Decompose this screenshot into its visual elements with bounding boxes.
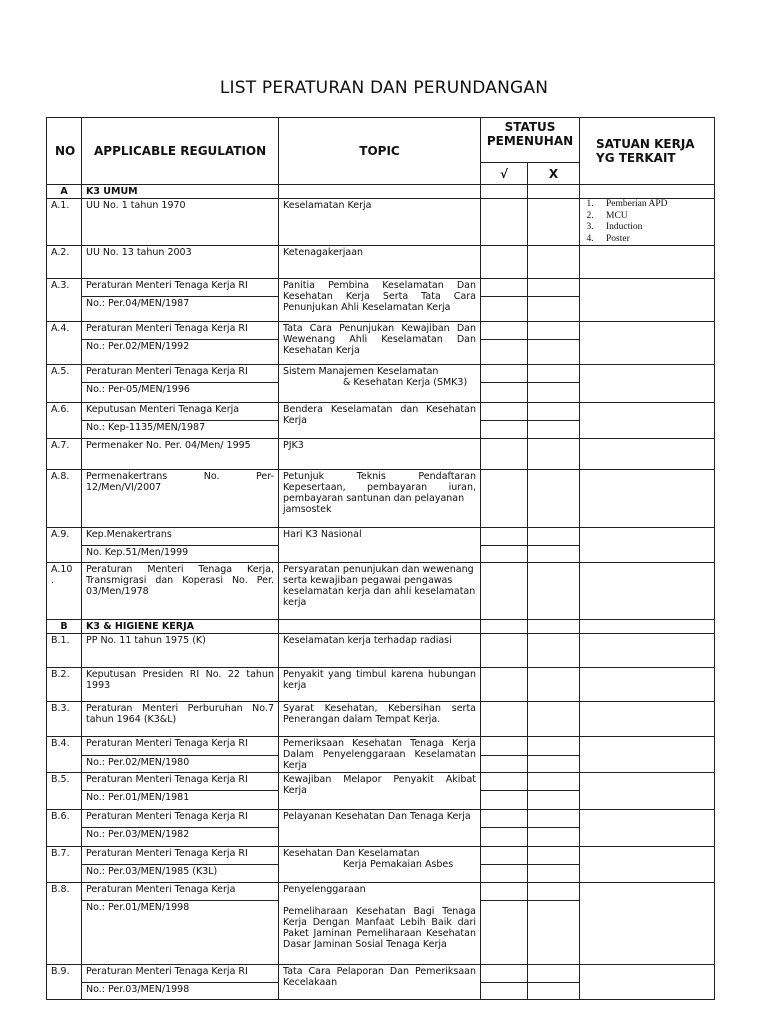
row-regulation-number: No.: Per.03/MEN/1998 <box>82 983 279 1000</box>
header-status: STATUS PEMENUHAN <box>481 118 580 163</box>
table-row <box>47 668 715 702</box>
row-regulation: Peraturan Menteri Tenaga Kerja RI <box>82 279 279 297</box>
row-regulation: Permenakertrans No. Per-12/Men/VI/2007 <box>82 470 279 528</box>
row-topic: PJK3 <box>279 439 481 470</box>
section-label: K3 & HIGIENE KERJA <box>82 620 279 634</box>
row-no: B.1. <box>47 634 82 668</box>
topic-line: Penyelenggaraan <box>283 884 366 895</box>
table-row <box>47 563 715 620</box>
table-row <box>47 634 715 668</box>
row-regulation: UU No. 13 tahun 2003 <box>82 246 279 279</box>
table-row <box>47 403 715 421</box>
unit-item: 4. Poster <box>596 234 712 246</box>
row-topic <box>279 365 481 403</box>
row-regulation: PP No. 11 tahun 1975 (K) <box>82 634 279 668</box>
row-no: A.9. <box>47 528 82 563</box>
row-regulation: Permenaker No. Per. 04/Men/ 1995 <box>82 439 279 470</box>
row-regulation: Peraturan Menteri Tenaga Kerja, Transmigrasi dan Koperasi No. Per. 03/Men/1978 <box>82 563 279 620</box>
table-row <box>47 365 715 383</box>
section-no: A <box>47 185 82 199</box>
row-no: A.8. <box>47 470 82 528</box>
topic-line: jamsostek <box>283 504 332 515</box>
row-regulation: Peraturan Menteri Perburuhan No.7 tahun 1964 (K3&L) <box>82 702 279 737</box>
row-topic: Bendera Keselamatan dan Kesehatan Kerja <box>279 403 481 439</box>
row-no: A.1. <box>47 199 82 246</box>
unit-list <box>582 199 712 245</box>
header-topic: TOPIC <box>279 118 481 185</box>
topic-line: Pemeliharaan Kesehatan Bagi Tenaga Kerja Dengan Manfaat Lebih Baik dari Paket Jaminan Pemeliharaan Kesehatan Dasar Jaminan Sosial Tenaga Kerja <box>283 906 476 950</box>
row-topic: Persyaratan penunjukan dan wewenang serta kewajiban pegawai pengawas keselamatan kerja dan ahli keselamatan kerja <box>279 563 481 620</box>
row-no: A.3. <box>47 279 82 322</box>
row-no: B.5. <box>47 773 82 810</box>
row-regulation-number: No.: Kep-1135/MEN/1987 <box>82 421 279 439</box>
row-regulation: Kep.Menakertrans <box>82 528 279 546</box>
topic-line: & Kesehatan Kerja (SMK3) <box>343 377 468 388</box>
header-unit: SATUAN KERJA YG TERKAIT <box>580 118 715 185</box>
row-regulation: Peraturan Menteri Tenaga Kerja <box>82 883 279 901</box>
row-topic: Kewajiban Melapor Penyakit Akibat Kerja <box>279 773 481 810</box>
row-topic: Tata Cara Penunjukan Kewajiban Dan Wewenang Ahli Keselamatan Dan Kesehatan Kerja <box>279 322 481 365</box>
header-regulation: APPLICABLE REGULATION <box>82 118 279 185</box>
table-row <box>47 702 715 737</box>
table-row <box>47 847 715 865</box>
row-regulation: Keputusan Menteri Tenaga Kerja <box>82 403 279 421</box>
row-no: B.2. <box>47 668 82 702</box>
row-no: A.4. <box>47 322 82 365</box>
unit-item: 1. Pemberian APD <box>596 199 712 211</box>
row-topic: Pelayanan Kesehatan Dan Tenaga Kerja <box>279 810 481 847</box>
header-check: √ <box>481 163 528 185</box>
row-regulation-number: No.: Per.04/MEN/1987 <box>82 297 279 322</box>
row-regulation-number: No.: Per.03/MEN/1982 <box>82 828 279 847</box>
topic-line: Sistem Manajemen Keselamatan <box>283 366 439 377</box>
topic-line: Kerja Pemakaian Asbes <box>343 859 454 870</box>
row-regulation-number: No.: Per.01/MEN/1981 <box>82 791 279 810</box>
topic-line: Petunjuk Teknis Pendaftaran Kepesertaan, pembayaran iuran, pembayaran santunan dan pelayanan <box>283 471 476 504</box>
row-topic: Panitia Pembina Keselamatan Dan Kesehatan Kerja Serta Tata Cara Penunjukan Ahli Keselamatan Kerja <box>279 279 481 322</box>
row-no: A.10 . <box>47 563 82 620</box>
row-topic <box>279 847 481 883</box>
row-no: A.5. <box>47 365 82 403</box>
row-regulation: Peraturan Menteri Tenaga Kerja RI <box>82 810 279 828</box>
row-topic: Penyakit yang timbul karena hubungan kerja <box>279 668 481 702</box>
table-row <box>47 246 715 279</box>
row-topic: Ketenagakerjaan <box>279 246 481 279</box>
row-regulation: UU No. 1 tahun 1970 <box>82 199 279 246</box>
section-no: B <box>47 620 82 634</box>
table-row <box>47 965 715 983</box>
row-regulation-number: No.: Per.02/MEN/1980 <box>82 755 279 773</box>
row-regulation-number: No.: Per-05/MEN/1996 <box>82 383 279 403</box>
page-title: LIST PERATURAN DAN PERUNDANGAN <box>219 78 549 98</box>
row-regulation: Peraturan Menteri Tenaga Kerja RI <box>82 365 279 383</box>
table-row <box>47 737 715 756</box>
row-no: B.9. <box>47 965 82 1000</box>
table-row <box>47 199 715 246</box>
unit-list-cell <box>580 199 715 246</box>
row-topic: Syarat Kesehatan, Kebersihan serta Penerangan dalam Tempat Kerja. <box>279 702 481 737</box>
table-row <box>47 810 715 828</box>
table-row <box>47 439 715 470</box>
unit-item: 2. MCU <box>596 211 712 223</box>
row-regulation: Peraturan Menteri Tenaga Kerja RI <box>82 322 279 340</box>
row-topic <box>279 883 481 965</box>
row-no: B.8. <box>47 883 82 965</box>
table-row <box>47 322 715 340</box>
row-regulation: Peraturan Menteri Tenaga Kerja RI <box>82 737 279 756</box>
row-no: B.7. <box>47 847 82 883</box>
table-row <box>47 528 715 546</box>
row-no: B.6. <box>47 810 82 847</box>
table-row <box>47 470 715 528</box>
row-regulation-number: No.: Per.03/MEN/1985 (K3L) <box>82 865 279 883</box>
regulation-table <box>46 117 715 1000</box>
section-label: K3 UMUM <box>82 185 279 199</box>
row-topic <box>279 470 481 528</box>
table-row <box>47 279 715 297</box>
row-topic: Pemeriksaan Kesehatan Tenaga Kerja Dalam Penyelenggaraan Keselamatan Kerja <box>279 737 481 773</box>
row-regulation: Peraturan Menteri Tenaga Kerja RI <box>82 847 279 865</box>
row-topic: Tata Cara Pelaporan Dan Pemeriksaan Kecelakaan <box>279 965 481 1000</box>
row-regulation: Peraturan Menteri Tenaga Kerja RI <box>82 773 279 791</box>
row-regulation-number: No.: Per.01/MEN/1998 <box>82 901 279 965</box>
topic-line: Kesehatan Dan Keselamatan <box>283 848 420 859</box>
header-no: NO <box>47 118 82 185</box>
row-regulation: Peraturan Menteri Tenaga Kerja RI <box>82 965 279 983</box>
row-no: A.7. <box>47 439 82 470</box>
row-no: B.4. <box>47 737 82 773</box>
row-regulation-number: No.: Per.02/MEN/1992 <box>82 340 279 365</box>
row-regulation-number: No. Kep.51/Men/1999 <box>82 546 279 563</box>
unit-item: 3. Induction <box>596 222 712 234</box>
row-regulation: Keputusan Presiden RI No. 22 tahun 1993 <box>82 668 279 702</box>
header-cross: X <box>528 163 580 185</box>
row-topic: Keselamatan Kerja <box>279 199 481 246</box>
table-row <box>47 773 715 791</box>
row-no: B.3. <box>47 702 82 737</box>
row-no: A.6. <box>47 403 82 439</box>
row-no: A.2. <box>47 246 82 279</box>
row-topic: Keselamatan kerja terhadap radiasi <box>279 634 481 668</box>
row-topic: Hari K3 Nasional <box>279 528 481 563</box>
table-row <box>47 883 715 901</box>
